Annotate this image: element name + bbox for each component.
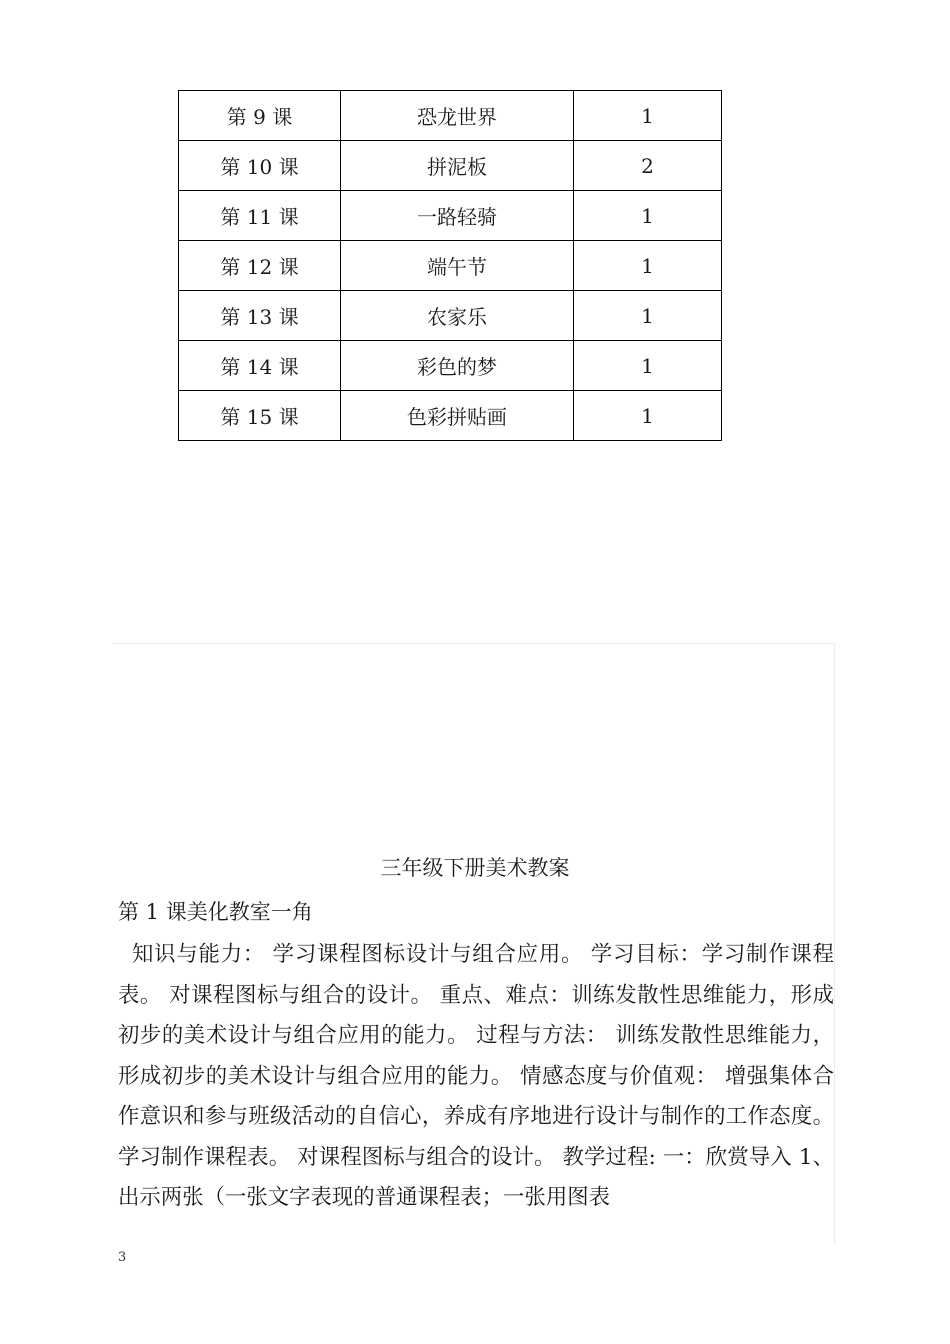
lesson-hours-cell: 1: [574, 391, 722, 441]
lesson-table: [178, 90, 722, 441]
lesson-table-body: [179, 91, 722, 441]
lesson-heading: 第 1 课美化教室一角: [118, 900, 313, 924]
lesson-number-cell: 第 13 课: [179, 291, 341, 341]
page-number: 3: [118, 1250, 127, 1265]
lesson-hours-cell: 1: [574, 91, 722, 141]
lesson-title-cell: 彩色的梦: [341, 341, 574, 391]
lesson-hours-cell: 1: [574, 241, 722, 291]
table-row: [179, 141, 722, 191]
lesson-number-cell: 第 9 课: [179, 91, 341, 141]
lesson-number-cell: 第 10 课: [179, 141, 341, 191]
lesson-number-cell: 第 15 课: [179, 391, 341, 441]
table-row: [179, 241, 722, 291]
lesson-title-cell: 端午节: [341, 241, 574, 291]
lesson-title-cell: 一路轻骑: [341, 191, 574, 241]
table-row: [179, 341, 722, 391]
lesson-hours-cell: 1: [574, 291, 722, 341]
table-row: [179, 91, 722, 141]
table-row: [179, 191, 722, 241]
lesson-number-cell: 第 11 课: [179, 191, 341, 241]
lesson-title-cell: 色彩拼贴画: [341, 391, 574, 441]
lesson-title-cell: 拼泥板: [341, 141, 574, 191]
document-title: 三年级下册美术教案: [380, 856, 570, 880]
lesson-title-cell: 农家乐: [341, 291, 574, 341]
lesson-hours-cell: 1: [574, 341, 722, 391]
table-row: [179, 291, 722, 341]
lesson-title-cell: 恐龙世界: [341, 91, 574, 141]
table-row: [179, 391, 722, 441]
lesson-hours-cell: 2: [574, 141, 722, 191]
lesson-body-text: 知识与能力： 学习课程图标设计与组合应用。 学习目标：学习制作课程表。 对课程图标与组合的设计。 重点、难点：训练发散性思维能力，形成初步的美术设计与组合应用的能力。 过程与方法： 训练发散性思维能力，形成初步的美术设计与组合应用的能力。 情感态度与价值观： 增强集体合作意识和参与班级活动的自信心，养成有序地进行设计与制作的工作态度。 学习制作课程表。 对课程图标与组合的设计。 教学过程: 一：欣赏导入 1、出示两张（一张文字表现的普通课程表；一张用图表: [118, 942, 834, 1210]
lesson-number-cell: 第 14 课: [179, 341, 341, 391]
lesson-hours-cell: 1: [574, 191, 722, 241]
lesson-number-cell: 第 12 课: [179, 241, 341, 291]
